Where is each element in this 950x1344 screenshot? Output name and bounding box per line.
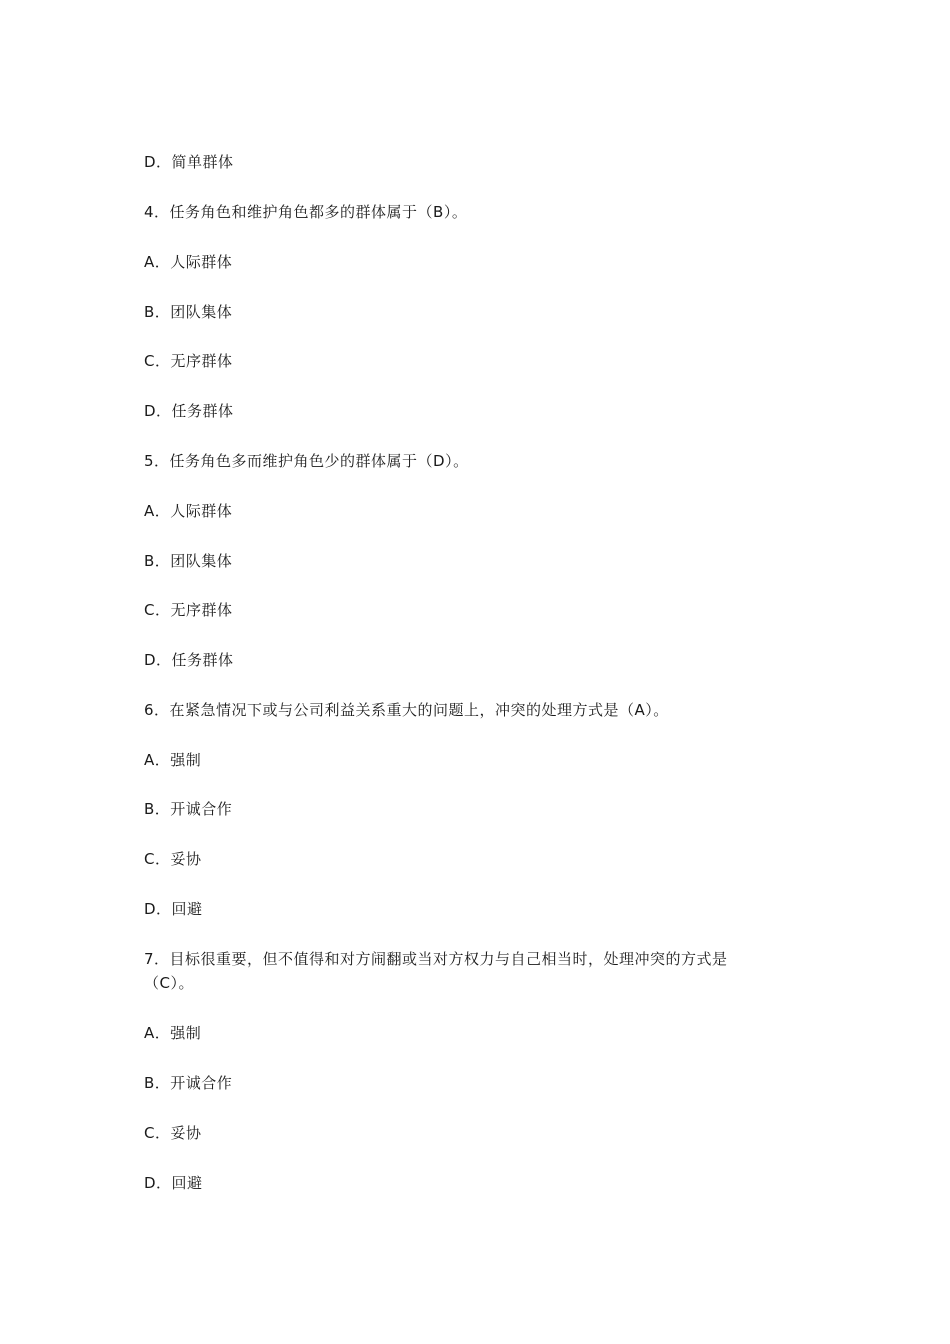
option-line: B．团队集体 <box>144 303 233 321</box>
question-line: 7．目标很重要，但不值得和对方闹翻或当对方权力与自己相当时，处理冲突的方式是 <box>144 950 728 968</box>
option-line: D．任务群体 <box>144 402 234 420</box>
option-line: C．无序群体 <box>144 352 233 370</box>
question-line: 4．任务角色和维护角色都多的群体属于（B）。 <box>144 203 468 221</box>
option-line: D．任务群体 <box>144 651 234 669</box>
option-line: A．强制 <box>144 751 202 769</box>
option-line: B．开诚合作 <box>144 800 233 818</box>
option-line: C．妥协 <box>144 1124 202 1142</box>
option-line: B．团队集体 <box>144 552 233 570</box>
option-line: A．人际群体 <box>144 253 233 271</box>
option-line: A．人际群体 <box>144 502 233 520</box>
option-line: D．简单群体 <box>144 153 234 171</box>
option-line: C．无序群体 <box>144 601 233 619</box>
question-line-continued: （C）。 <box>144 974 194 992</box>
option-line: B．开诚合作 <box>144 1074 233 1092</box>
question-line: 5．任务角色多而维护角色少的群体属于（D）。 <box>144 452 469 470</box>
option-line: C．妥协 <box>144 850 202 868</box>
option-line: D．回避 <box>144 1174 203 1192</box>
question-line: 6．在紧急情况下或与公司利益关系重大的问题上，冲突的处理方式是（A）。 <box>144 701 669 719</box>
option-line: A．强制 <box>144 1024 202 1042</box>
option-line: D．回避 <box>144 900 203 918</box>
